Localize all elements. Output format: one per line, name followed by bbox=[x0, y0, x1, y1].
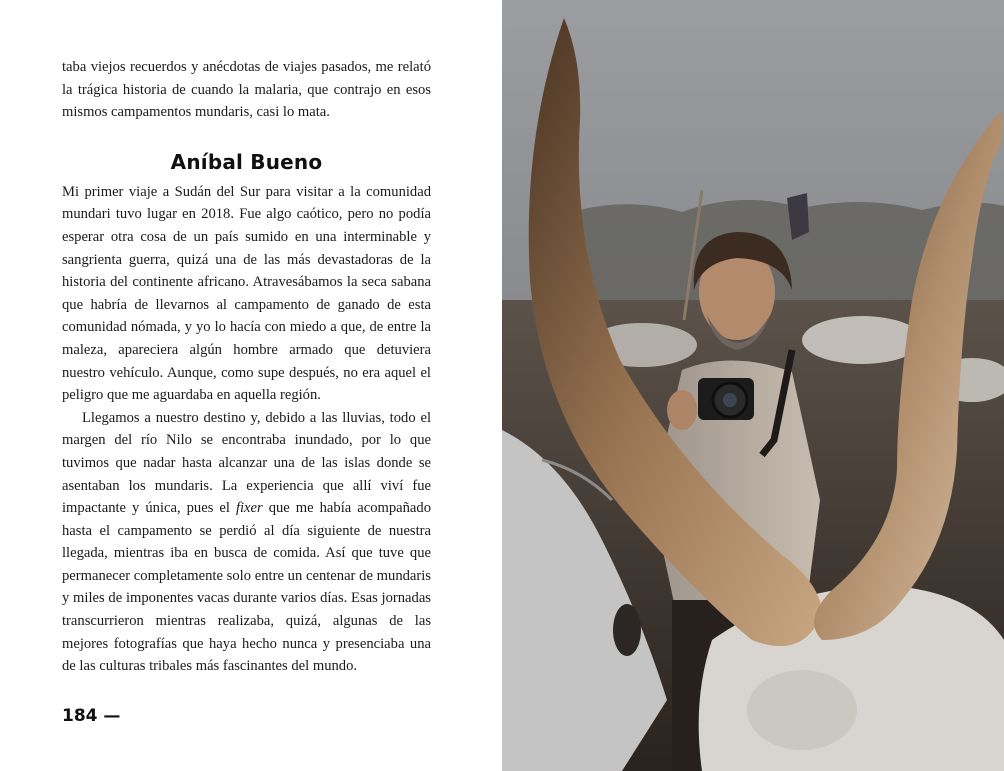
paragraph-2 bbox=[62, 407, 431, 678]
photo-page bbox=[502, 0, 1004, 771]
paragraph-1: Mi primer viaje a Sudán del Sur para visitar a la comunidad mundari tuvo lugar en 2018. Fue algo caótico, pero no podía esperar otra cosa de un país sumido en una interminable y sangrienta guerra, quizá una de las más devastadoras de la historia del continente africano. Atravesábamos la seca sabana que habría de llevarnos al campamento de ganado de esta comunidad nómada, y yo lo hacía con miedo a que, de entre la maleza, apareciera algún hombre armado que detuviera nuestro vehículo. Aunque, como supe después, no era aquel el peligro que me aguardaba en aquella región. bbox=[62, 183, 431, 404]
cow-muzzle bbox=[747, 670, 857, 750]
hand bbox=[667, 390, 697, 430]
fixer-italic: fixer bbox=[235, 500, 263, 517]
photograph bbox=[502, 0, 1004, 771]
tarp-hole bbox=[613, 604, 641, 656]
page-number: 184 — bbox=[62, 706, 121, 726]
background-cow bbox=[802, 316, 922, 364]
paragraph-2-start: Llegamos a nuestro destino y, debido a las lluvias, todo el margen del río Nilo se encontraba inundado, por lo que tuvimos que nadar hasta alcanzar una de las islas donde se asentaban los mundaris. La experiencia que allí viví fue impactante y única, pues el bbox=[62, 409, 431, 517]
opening-paragraph: taba viejos recuerdos y anécdotas de viajes pasados, me relató la trágica historia de cuando la malaria, que contrajo en esos mismos campamentos mundaris, casi lo mata. bbox=[62, 59, 431, 121]
section-title: Aníbal Bueno bbox=[170, 149, 323, 174]
body-text bbox=[62, 56, 431, 678]
lens-glass bbox=[723, 393, 737, 407]
paragraph-2-end: que me había acompañado hasta el campamento se perdió al día siguiente de nuestra llegada, mientras iba en busca de comida. Así que tuve que permanecer completamente solo entre un centenar de mundaris y miles de imponentes vacas durante varios días. Esas jornadas transcurrieron mientras realizaba, quizá, algunas de las mejores fotografías que haya hecho nunca y presenciaba una de las culturas tribales más fascinantes del mundo. bbox=[62, 500, 432, 675]
